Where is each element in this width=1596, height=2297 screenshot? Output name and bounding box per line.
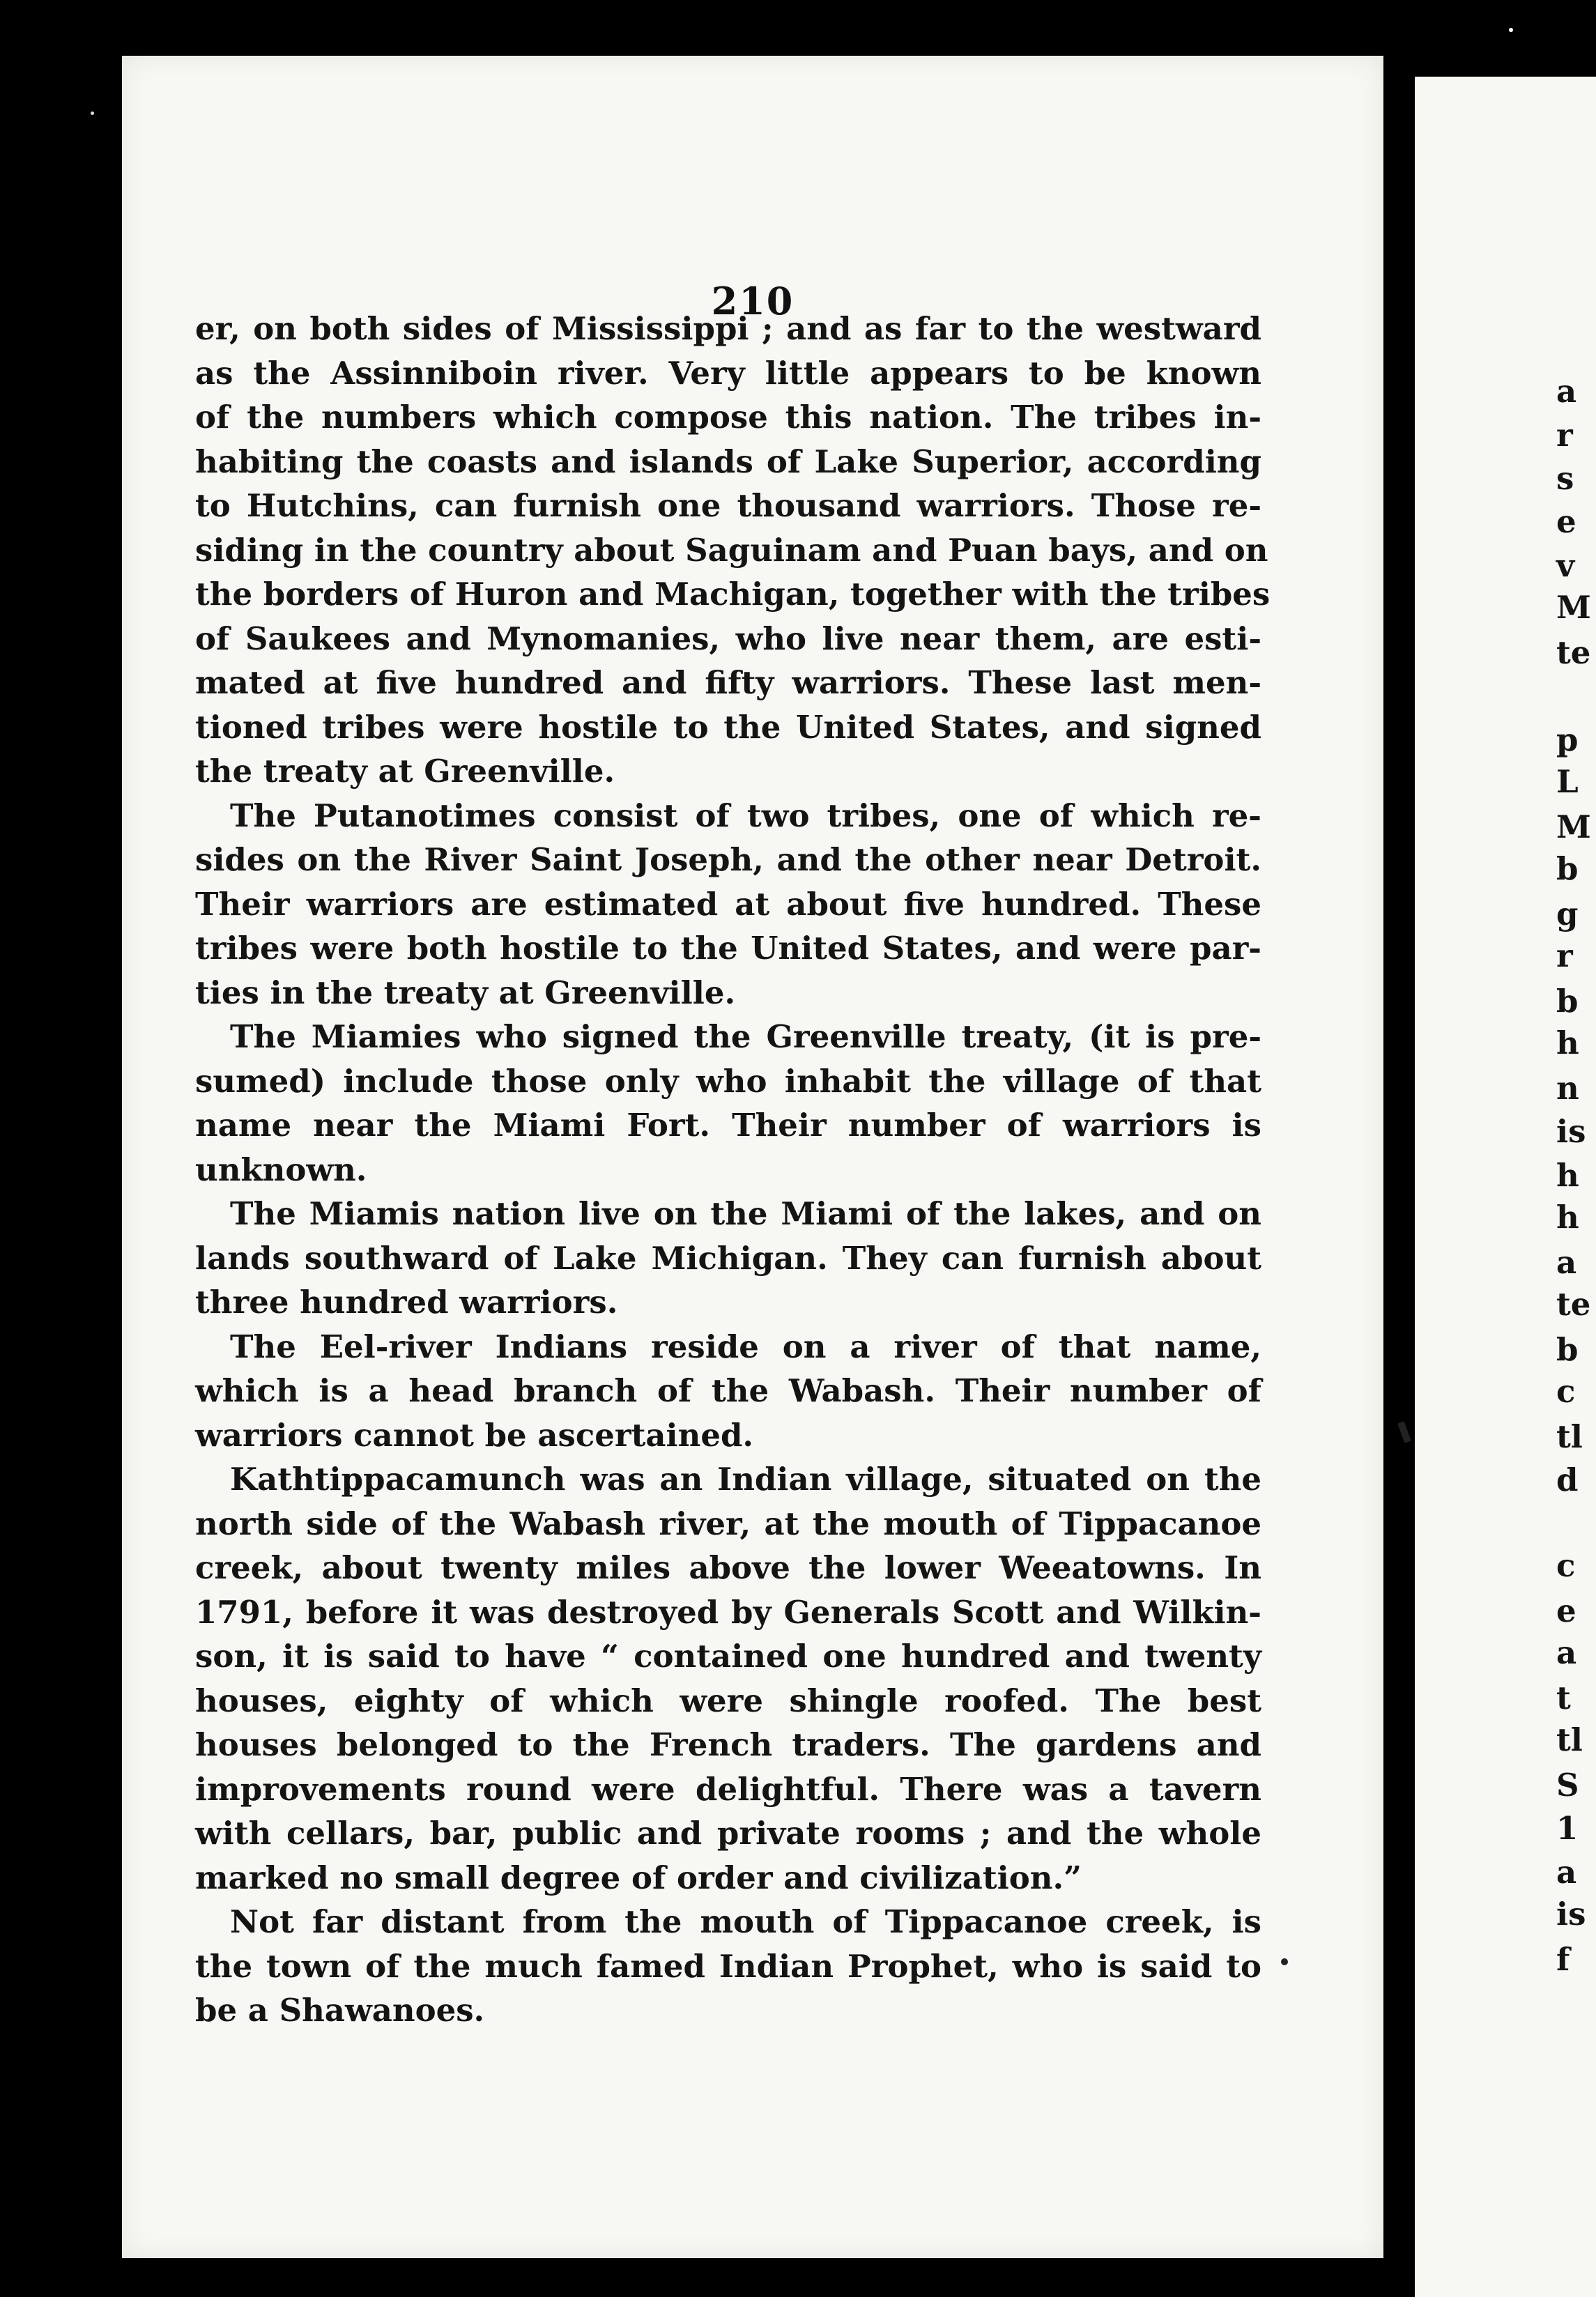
text-line: north side of the Wabash river, at the mouth of Tippacanoe [195, 1505, 1261, 1542]
facing-page-letter: b [1556, 983, 1579, 1020]
facing-page-letter: a [1556, 1244, 1577, 1281]
facing-page-letter: M [1556, 589, 1591, 626]
text-line: which is a head branch of the Wabash. Their number of [195, 1372, 1261, 1409]
text-line: of the numbers which compose this nation. The tribes in- [195, 399, 1261, 436]
facing-page-letter: a [1556, 373, 1577, 410]
facing-page-letter: tl [1556, 1418, 1583, 1455]
facing-page-letter: b [1556, 1331, 1579, 1368]
facing-page-letter: a [1556, 1634, 1577, 1671]
facing-page-letter: b [1556, 850, 1579, 887]
facing-page-letter: s [1556, 460, 1574, 497]
facing-page-letter: a [1556, 1854, 1577, 1891]
text-line: unknown. [195, 1151, 367, 1188]
facing-page-letter: h [1556, 1024, 1579, 1061]
text-line: marked no small degree of order and civilization.” [195, 1859, 1082, 1896]
facing-page-letter: r [1556, 937, 1573, 974]
text-line: as the Assinniboin river. Very little appears to be known [195, 354, 1261, 392]
text-line: son, it is said to have “ contained one hundred and twenty [195, 1638, 1261, 1675]
page-body-text [195, 307, 1271, 2033]
facing-page-letter: is [1556, 1113, 1586, 1150]
facing-page-letter: r [1556, 417, 1573, 454]
facing-page-letter: S [1556, 1767, 1579, 1804]
text-line: Kathtippacamunch was an Indian village, situated on the [230, 1461, 1261, 1498]
facing-page-letter: v [1556, 547, 1575, 584]
text-line: the treaty at Greenville. [195, 753, 615, 790]
scan-speck [91, 112, 94, 115]
text-line: the borders of Huron and Machigan, together with the tribes [195, 576, 1271, 613]
text-line: sides on the River Saint Joseph, and the other near Detroit. [195, 841, 1261, 878]
facing-page-letter: tl [1556, 1721, 1583, 1758]
facing-page-letter: is [1556, 1896, 1586, 1933]
text-line: three hundred warriors. [195, 1284, 618, 1321]
facing-page-letter: h [1556, 1157, 1579, 1194]
scan-speck [1509, 28, 1513, 32]
text-line: tribes were both hostile to the United States, and were par- [195, 930, 1261, 967]
text-line: houses, eighty of which were shingle roofed. The best [195, 1682, 1261, 1719]
text-line: lands southward of Lake Michigan. They can furnish about [195, 1239, 1261, 1277]
text-line: tioned tribes were hostile to the United States, and signed [195, 708, 1261, 746]
facing-page-letter: d [1556, 1461, 1579, 1498]
facing-page-letter: c [1556, 1547, 1576, 1584]
text-line: Their warriors are estimated at about five hundred. These [195, 885, 1261, 923]
text-line: ties in the treaty at Greenville. [195, 974, 736, 1011]
text-line: to Hutchins, can furnish one thousand warriors. Those re- [195, 487, 1261, 524]
facing-page-letter: f [1556, 1941, 1570, 1978]
text-line: improvements round were delightful. There was a tavern [195, 1770, 1261, 1808]
text-line: mated at five hundred and fifty warriors. These last men- [195, 664, 1261, 701]
text-line: er, on both sides of Mississippi ; and as far to the westward [195, 310, 1261, 347]
text-line: the town of the much famed Indian Prophet, who is said to [195, 1947, 1261, 1985]
scan-speck [1281, 1958, 1288, 1965]
text-line: The Miamis nation live on the Miami of the lakes, and on [230, 1195, 1261, 1232]
text-line: houses belonged to the French traders. The gardens and [195, 1726, 1261, 1763]
facing-page-letter: te [1556, 634, 1591, 671]
scan-speck [1397, 1421, 1411, 1443]
facing-page-letter: L [1556, 763, 1579, 800]
text-line: The Eel-river Indians reside on a river of that name, [230, 1328, 1261, 1365]
text-line: sumed) include those only who inhabit the village of that [195, 1062, 1261, 1100]
text-line: siding in the country about Saguinam and Puan bays, and on [195, 531, 1268, 569]
text-line: Not far distant from the mouth of Tippacanoe creek, is [230, 1903, 1261, 1940]
text-line: 1791, before it was destroyed by Generals Scott and Wilkin- [195, 1593, 1261, 1631]
text-line: The Putanotimes consist of two tribes, one of which re- [230, 797, 1261, 834]
facing-page-letter: g [1556, 896, 1579, 932]
facing-page-letter: M [1556, 808, 1591, 845]
page-number: 210 [711, 279, 795, 323]
facing-page-letter: e [1556, 503, 1576, 540]
text-line: The Miamies who signed the Greenville treaty, (it is pre- [230, 1018, 1261, 1055]
text-line: name near the Miami Fort. Their number of warriors is [195, 1107, 1261, 1144]
facing-page-letter: c [1556, 1373, 1576, 1410]
text-line: with cellars, bar, public and private rooms ; and the whole [195, 1815, 1261, 1852]
text-line: warriors cannot be ascertained. [195, 1416, 754, 1454]
text-line: of Saukees and Mynomanies, who live near them, are esti- [195, 620, 1261, 657]
facing-page-letter: 1 [1556, 1810, 1579, 1847]
text-line: creek, about twenty miles above the lower Weeatowns. In [195, 1549, 1261, 1586]
facing-page-letter: e [1556, 1592, 1576, 1629]
text-line: habiting the coasts and islands of Lake Superior, according [195, 443, 1261, 480]
text-line: be a Shawanoes. [195, 1992, 485, 2029]
facing-page-letter: te [1556, 1286, 1591, 1323]
facing-page-letter: n [1556, 1070, 1579, 1107]
facing-page-letter: p [1556, 721, 1579, 758]
facing-page-letter: t [1556, 1680, 1571, 1716]
facing-page-letter: h [1556, 1199, 1579, 1236]
